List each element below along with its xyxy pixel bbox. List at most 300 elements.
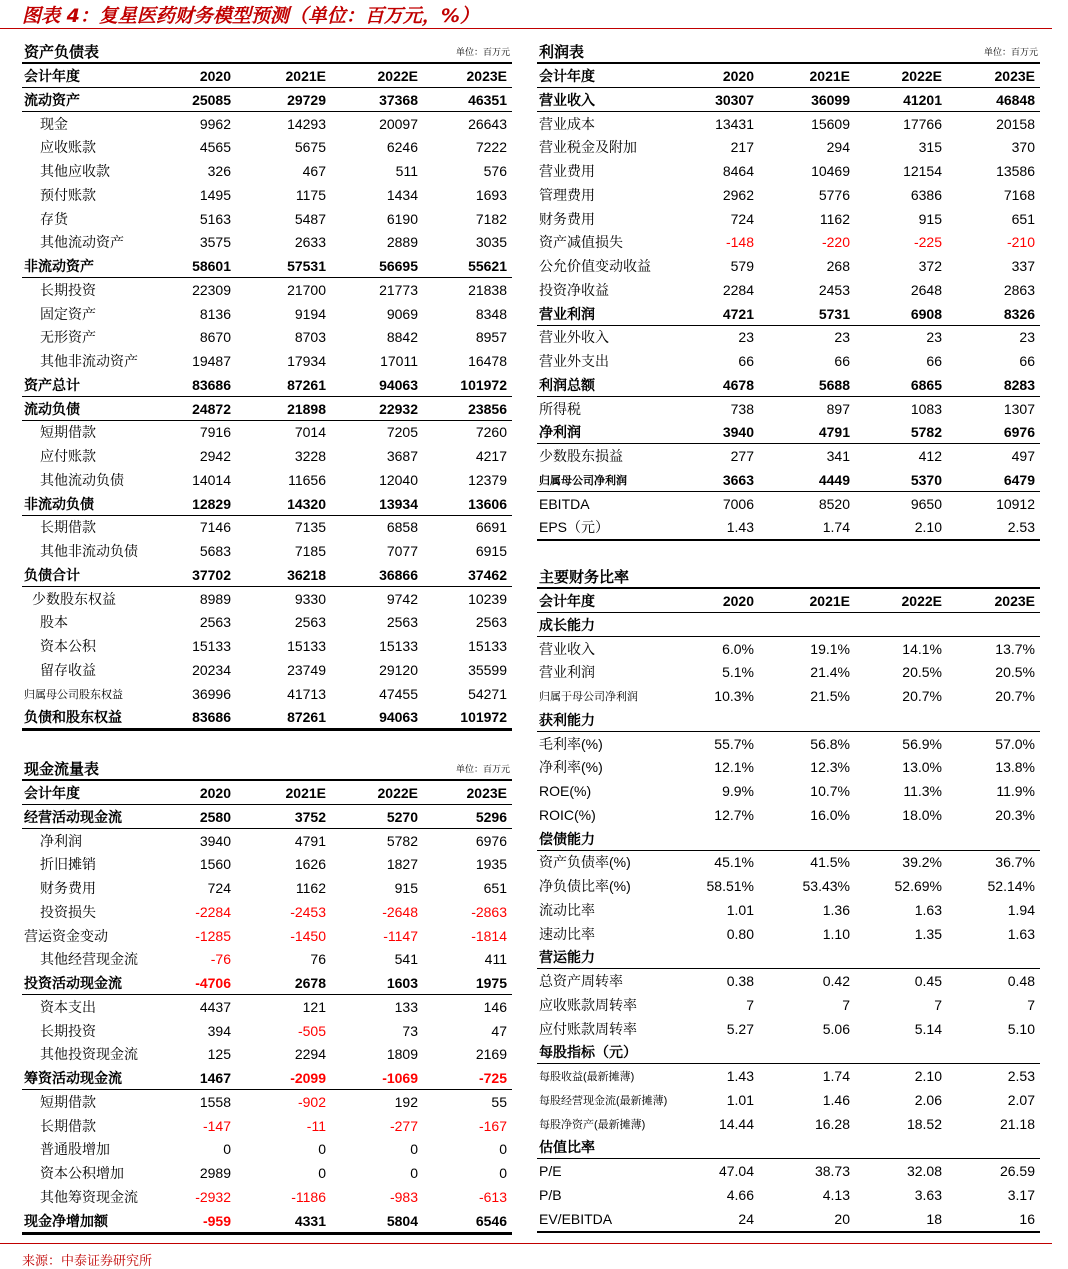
- row-value: 4565: [199, 139, 231, 156]
- row-value: 10912: [996, 495, 1035, 512]
- row-value: -2099: [290, 1070, 326, 1087]
- row-value: 1560: [199, 856, 231, 873]
- row-value: 6546: [475, 1212, 507, 1229]
- ratios-row: [537, 898, 1040, 922]
- income-statement-row: [537, 349, 1040, 373]
- balance-sheet-body: [22, 88, 512, 731]
- row-value: -2284: [195, 903, 231, 920]
- row-value: 9069: [386, 305, 418, 322]
- row-value: 2989: [199, 1165, 231, 1182]
- row-value: 12040: [379, 471, 418, 488]
- row-label: 营业税金及附加: [539, 139, 637, 156]
- row-value: 4.13: [822, 1186, 850, 1203]
- row-label: 应付账款: [40, 448, 96, 465]
- row-value: 16.0%: [810, 806, 850, 823]
- cash-flow-body: [22, 805, 512, 1235]
- row-value: 2563: [386, 614, 418, 631]
- row-value: 38.73: [814, 1163, 850, 1180]
- row-value: 24872: [192, 400, 231, 417]
- row-value: 9330: [294, 590, 326, 607]
- row-value: 125: [207, 1046, 231, 1063]
- row-value: 20158: [996, 115, 1035, 132]
- row-value: 8326: [1003, 305, 1035, 322]
- row-value: 10.7%: [810, 783, 850, 800]
- row-label: P/B: [539, 1186, 562, 1203]
- row-value: 1827: [386, 856, 418, 873]
- row-value: -210: [1006, 234, 1035, 251]
- column-header: 2021E: [285, 67, 326, 84]
- ratios-row: [537, 1041, 1040, 1065]
- row-value: 25085: [192, 91, 231, 108]
- row-label: 投资损失: [40, 903, 96, 920]
- row-value: 1809: [386, 1046, 418, 1063]
- row-value: 2.07: [1007, 1091, 1035, 1108]
- column-header: 2022E: [901, 67, 942, 84]
- row-value: 21.4%: [810, 664, 850, 681]
- row-value: 411: [484, 951, 507, 968]
- cash-flow-row: [22, 924, 512, 948]
- row-label: 每股净资产(最新摊薄): [539, 1118, 646, 1131]
- row-value: 0.48: [1007, 973, 1035, 990]
- row-value: 6.0%: [722, 640, 754, 657]
- row-value: 21838: [468, 281, 507, 298]
- row-value: 1975: [475, 975, 507, 992]
- row-label: 总资产周转率: [539, 973, 623, 990]
- row-value: 8842: [386, 329, 418, 346]
- row-label: ROE(%): [539, 783, 592, 800]
- row-label: 营业成本: [539, 115, 595, 132]
- row-value: 7205: [386, 424, 418, 441]
- ratios-row: [537, 874, 1040, 898]
- row-value: 6908: [910, 305, 942, 322]
- row-value: -148: [725, 234, 754, 251]
- row-label: 营业收入: [539, 640, 595, 657]
- row-value: -76: [210, 951, 231, 968]
- row-value: 23: [834, 329, 850, 346]
- row-value: 7: [842, 996, 850, 1013]
- row-value: 19487: [192, 353, 231, 370]
- row-label: 现金: [40, 115, 68, 132]
- row-value: -2453: [290, 903, 326, 920]
- row-label: 现金净增加额: [24, 1212, 108, 1229]
- row-label: 其他经营现金流: [40, 951, 138, 968]
- row-value: 94063: [379, 376, 418, 393]
- row-label: 营业外支出: [539, 353, 609, 370]
- row-value: 13.7%: [995, 640, 1035, 657]
- row-value: 14.44: [718, 1115, 754, 1132]
- ratios-row: [537, 851, 1040, 875]
- row-label: 筹资活动现金流: [24, 1070, 122, 1087]
- row-value: 12154: [903, 163, 942, 180]
- row-value: 0: [318, 1141, 326, 1158]
- income-statement-table: [537, 40, 1040, 541]
- row-value: 10.3%: [714, 688, 754, 705]
- row-value: 651: [1011, 210, 1035, 227]
- row-value: 24: [738, 1210, 754, 1227]
- row-label: 资本公积增加: [40, 1165, 124, 1182]
- row-value: 5688: [818, 376, 850, 393]
- row-value: 7260: [475, 424, 507, 441]
- row-label: 资本公积: [40, 638, 96, 655]
- balance-sheet-row: [22, 444, 512, 468]
- row-value: 1.35: [914, 925, 942, 942]
- ratios-row: [537, 803, 1040, 827]
- row-value: 55621: [468, 258, 507, 275]
- row-value: 5675: [294, 139, 326, 156]
- row-value: 13431: [715, 115, 754, 132]
- column-header: 2022E: [377, 784, 418, 801]
- row-label: P/E: [539, 1163, 562, 1180]
- row-value: 15133: [379, 638, 418, 655]
- row-value: 2563: [475, 614, 507, 631]
- income-statement-row: [537, 136, 1040, 160]
- row-value: 45.1%: [714, 854, 754, 871]
- row-value: 268: [826, 258, 850, 275]
- row-value: 36.7%: [995, 854, 1035, 871]
- row-value: 22932: [379, 400, 418, 417]
- row-value: 21.5%: [810, 688, 850, 705]
- footer-rule: [0, 1243, 1052, 1244]
- row-label: 长期投资: [40, 281, 96, 298]
- row-value: -2932: [195, 1188, 231, 1205]
- income-statement-row: [537, 112, 1040, 136]
- row-value: 6246: [386, 139, 418, 156]
- row-value: -1285: [195, 927, 231, 944]
- row-value: 6976: [475, 832, 507, 849]
- row-value: 8670: [199, 329, 231, 346]
- row-value: 5163: [199, 210, 231, 227]
- row-value: 0: [318, 1165, 326, 1182]
- row-value: 1.01: [726, 1091, 754, 1108]
- row-label: 净利率(%): [539, 759, 603, 776]
- row-value: 29120: [379, 661, 418, 678]
- row-value: 1.74: [822, 519, 850, 536]
- row-label: 长期投资: [40, 1022, 96, 1039]
- row-value: -959: [202, 1212, 231, 1229]
- row-value: 12.7%: [714, 806, 754, 823]
- row-value: 2648: [910, 281, 942, 298]
- row-label: 短期借款: [40, 1093, 96, 1110]
- row-value: 2942: [199, 448, 231, 465]
- row-value: 3575: [199, 234, 231, 251]
- row-value: 3228: [294, 448, 326, 465]
- row-value: 1693: [475, 186, 507, 203]
- row-value: 915: [918, 210, 942, 227]
- row-value: 6386: [910, 186, 942, 203]
- row-value: -4706: [195, 975, 231, 992]
- row-value: 1175: [295, 186, 326, 203]
- row-value: 4331: [294, 1212, 326, 1229]
- row-value: 5.14: [914, 1020, 942, 1037]
- row-value: 83686: [192, 376, 231, 393]
- ratios-row: [537, 1183, 1040, 1207]
- row-value: 0: [223, 1141, 231, 1158]
- row-value: 1.10: [822, 925, 850, 942]
- row-value: 5270: [386, 808, 418, 825]
- row-value: 497: [1011, 448, 1035, 465]
- balance-sheet-row: [22, 112, 512, 136]
- row-value: 16478: [468, 353, 507, 370]
- row-value: 4678: [722, 376, 754, 393]
- row-value: 1.43: [726, 1068, 754, 1085]
- row-value: 56.9%: [902, 735, 942, 752]
- ratios-row: [537, 946, 1040, 970]
- row-value: 32.08: [906, 1163, 942, 1180]
- column-header: 2020: [199, 784, 231, 801]
- column-header: 2020: [722, 592, 754, 609]
- row-value: 6858: [386, 519, 418, 536]
- row-value: 412: [918, 448, 942, 465]
- row-value: 20: [834, 1210, 850, 1227]
- ratios-row: [537, 708, 1040, 732]
- row-value: 217: [730, 139, 754, 156]
- row-value: 17766: [903, 115, 942, 132]
- row-value: -983: [389, 1188, 418, 1205]
- row-label: 资产总计: [24, 376, 80, 393]
- row-value: 9650: [910, 495, 942, 512]
- row-value: 20.7%: [902, 688, 942, 705]
- row-value: 7014: [294, 424, 326, 441]
- row-value: 52.69%: [894, 878, 942, 895]
- row-value: 0: [499, 1165, 507, 1182]
- income-statement-title-row: [537, 40, 1040, 64]
- row-value: 511: [395, 163, 418, 180]
- row-value: 372: [918, 258, 942, 275]
- row-value: 2453: [818, 281, 850, 298]
- row-value: 41713: [287, 685, 326, 702]
- row-value: 66: [926, 353, 942, 370]
- row-value: 7182: [475, 210, 507, 227]
- row-value: 3687: [386, 448, 418, 465]
- income-statement-row: [537, 397, 1040, 421]
- column-header: 2022E: [901, 592, 942, 609]
- row-value: 30307: [715, 91, 754, 108]
- row-value: 57.0%: [995, 735, 1035, 752]
- row-label: 固定资产: [40, 305, 96, 322]
- row-value: 41201: [903, 91, 942, 108]
- row-value: 2633: [294, 234, 326, 251]
- column-header: 2021E: [809, 67, 850, 84]
- row-label: 其他流动资产: [40, 234, 124, 251]
- balance-sheet-row: [22, 658, 512, 682]
- row-label: 流动负债: [24, 400, 80, 417]
- row-value: 66: [834, 353, 850, 370]
- row-value: 0.80: [726, 925, 754, 942]
- ratios-row: [537, 922, 1040, 946]
- row-value: 5.10: [1007, 1020, 1035, 1037]
- row-label: 公允价值变动收益: [539, 258, 651, 275]
- row-label: 股本: [40, 614, 68, 631]
- row-value: 1434: [386, 186, 418, 203]
- row-value: 36218: [287, 566, 326, 583]
- row-value: -147: [202, 1117, 231, 1134]
- row-value: 370: [1011, 139, 1035, 156]
- row-value: 326: [207, 163, 231, 180]
- row-value: 7185: [294, 543, 326, 560]
- row-label: 折旧摊销: [40, 856, 96, 873]
- row-value: 20.7%: [995, 688, 1035, 705]
- income-statement-row: [537, 183, 1040, 207]
- ratios-row: [537, 637, 1040, 661]
- column-header: 2023E: [466, 67, 507, 84]
- row-label: 营运资金变动: [24, 927, 108, 944]
- row-value: 12.1%: [714, 759, 754, 776]
- income-statement-unit: 单位：百万元: [983, 48, 1038, 58]
- row-value: 3.17: [1007, 1186, 1035, 1203]
- income-statement-row: [537, 468, 1040, 492]
- row-label: 营运能力: [539, 949, 595, 966]
- row-value: 0.38: [726, 973, 754, 990]
- row-value: 2.10: [914, 1068, 942, 1085]
- balance-sheet-row: [22, 254, 512, 278]
- cash-flow-header-row: [22, 781, 512, 805]
- row-value: 1495: [199, 186, 231, 203]
- ratios-row: [537, 779, 1040, 803]
- cash-flow-row: [22, 876, 512, 900]
- row-value: 21773: [379, 281, 418, 298]
- balance-sheet-row: [22, 88, 512, 112]
- row-value: 2284: [722, 281, 754, 298]
- row-value: 7: [746, 996, 754, 1013]
- row-value: 37368: [379, 91, 418, 108]
- row-value: 101972: [460, 709, 507, 726]
- row-value: 6479: [1003, 471, 1035, 488]
- row-value: 1083: [910, 400, 942, 417]
- row-label: 资产负债率(%): [539, 854, 631, 871]
- column-header: 2021E: [285, 784, 326, 801]
- balance-sheet-row: [22, 183, 512, 207]
- row-value: 22309: [192, 281, 231, 298]
- balance-sheet-row: [22, 468, 512, 492]
- row-value: 46351: [468, 91, 507, 108]
- row-label: 投资活动现金流: [24, 975, 122, 992]
- row-value: 3940: [199, 832, 231, 849]
- row-value: 29729: [287, 91, 326, 108]
- row-value: 5487: [294, 210, 326, 227]
- row-value: -2863: [471, 903, 507, 920]
- cash-flow-row: [22, 1019, 512, 1043]
- ratios-row: [537, 1064, 1040, 1088]
- income-statement-row: [537, 88, 1040, 112]
- row-value: 21.18: [999, 1115, 1035, 1132]
- row-value: 0.45: [914, 973, 942, 990]
- cash-flow-unit: 单位：百万元: [455, 765, 510, 775]
- row-value: 15133: [468, 638, 507, 655]
- row-value: 11.3%: [903, 783, 942, 800]
- row-value: 2.53: [1007, 519, 1035, 536]
- row-value: 18.52: [906, 1115, 942, 1132]
- row-label: 预付账款: [40, 186, 96, 203]
- row-label: 每股经营现金流(最新摊薄): [539, 1094, 668, 1107]
- row-label: 财务费用: [539, 210, 595, 227]
- balance-sheet-row: [22, 397, 512, 421]
- row-value: 651: [483, 880, 507, 897]
- income-statement-row: [537, 492, 1040, 516]
- row-value: 2962: [722, 186, 754, 203]
- balance-sheet-row: [22, 349, 512, 373]
- row-value: -1069: [382, 1070, 418, 1087]
- row-value: 66: [738, 353, 754, 370]
- row-value: 1.63: [914, 901, 942, 918]
- row-value: 76: [310, 951, 326, 968]
- row-value: 17934: [287, 353, 326, 370]
- income-statement-title: 利润表: [539, 43, 585, 61]
- balance-sheet-row: [22, 231, 512, 255]
- row-value: 7916: [199, 424, 231, 441]
- row-value: 13.0%: [902, 759, 942, 776]
- cash-flow-row: [22, 829, 512, 853]
- row-label: 营业外收入: [539, 329, 609, 346]
- row-value: 7: [934, 996, 942, 1013]
- row-value: 12829: [192, 495, 231, 512]
- row-value: 2678: [294, 975, 326, 992]
- row-value: 15133: [287, 638, 326, 655]
- balance-sheet-row: [22, 326, 512, 350]
- row-value: -1186: [291, 1188, 326, 1205]
- row-value: 915: [394, 880, 418, 897]
- row-label: 归属于母公司净利润: [539, 691, 638, 704]
- ratios-row: [537, 756, 1040, 780]
- income-statement-row: [537, 207, 1040, 231]
- row-label: 经营活动现金流: [24, 808, 122, 825]
- row-label: 留存收益: [40, 661, 96, 678]
- cash-flow-row: [22, 1043, 512, 1067]
- balance-sheet-row: [22, 516, 512, 540]
- ratios-row: [537, 969, 1040, 993]
- row-value: 1626: [294, 856, 326, 873]
- row-value: 9742: [386, 590, 418, 607]
- row-value: -11: [306, 1117, 326, 1134]
- ratios-title: 主要财务比率: [539, 568, 630, 586]
- balance-sheet-row: [22, 682, 512, 706]
- row-value: 2.06: [914, 1091, 942, 1108]
- income-statement-row: [537, 516, 1040, 540]
- row-value: 23: [1019, 329, 1035, 346]
- row-value: 58.51%: [706, 878, 754, 895]
- ratios-row: [537, 993, 1040, 1017]
- row-value: 2563: [294, 614, 326, 631]
- row-value: 467: [302, 163, 326, 180]
- row-value: 23749: [287, 661, 326, 678]
- row-value: 2563: [199, 614, 231, 631]
- row-value: -1814: [471, 927, 507, 944]
- row-value: 37702: [192, 566, 231, 583]
- page-title: 图表 4：复星医药财务模型预测（单位：百万元，%）: [22, 5, 479, 27]
- income-statement-row: [537, 159, 1040, 183]
- row-value: 47.04: [718, 1163, 754, 1180]
- ratios-row: [537, 827, 1040, 851]
- ratios-table: [537, 565, 1040, 1233]
- row-label: 负债和股东权益: [24, 709, 122, 726]
- row-value: 1.36: [822, 901, 850, 918]
- row-value: 5370: [910, 471, 942, 488]
- income-statement-row: [537, 278, 1040, 302]
- row-value: 26643: [468, 115, 507, 132]
- cash-flow-row: [22, 995, 512, 1019]
- row-value: 36996: [192, 685, 231, 702]
- source-note: 来源：中泰证券研究所: [22, 1254, 153, 1269]
- column-header: 2023E: [994, 592, 1035, 609]
- row-value: 4.66: [726, 1186, 754, 1203]
- row-label: 利润总额: [539, 376, 595, 393]
- row-value: 20.5%: [902, 664, 942, 681]
- balance-sheet-row: [22, 373, 512, 397]
- row-value: 579: [730, 258, 754, 275]
- row-value: 5804: [386, 1212, 418, 1229]
- row-value: 1603: [386, 975, 418, 992]
- balance-sheet-title-row: [22, 40, 512, 64]
- row-value: 13934: [379, 495, 418, 512]
